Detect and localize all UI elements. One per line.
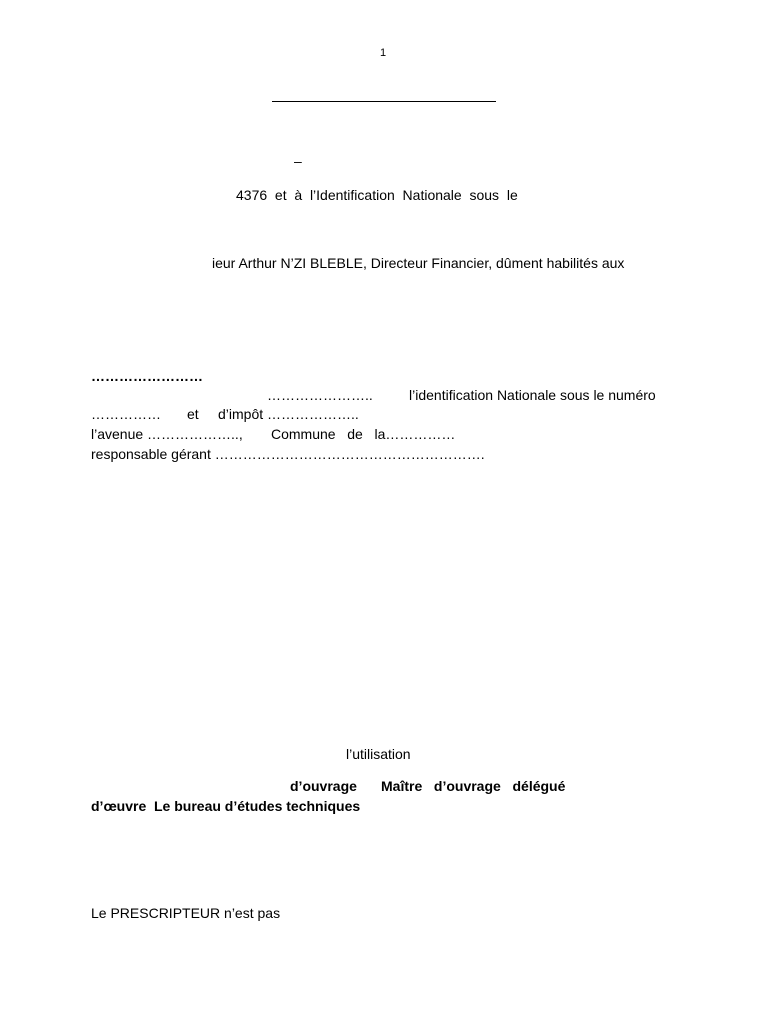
ouvrage-text: d’ouvrage	[290, 778, 357, 794]
signatory-line: ieur Arthur N’ZI BLEBLE, Directeur Financier, dûment habilités aux	[212, 255, 625, 271]
dash-mark: –	[294, 153, 302, 169]
commune-text: Commune de la……………	[271, 426, 456, 442]
page-number: 1	[380, 47, 387, 59]
maitre-ouvrage-delegue-text: Maître d’ouvrage délégué	[381, 778, 566, 794]
identification-dots: …………………..	[267, 387, 373, 403]
party-name-placeholder: ……………………	[91, 368, 203, 384]
title-underline	[272, 101, 496, 102]
oeuvre-bureau-line: d’œuvre Le bureau d’études techniques	[91, 798, 361, 814]
tax-dots: ……………	[91, 406, 161, 422]
utilisation-text: l’utilisation	[346, 746, 411, 762]
tax-et: et	[187, 406, 199, 422]
tax-text: d’impôt ………………..	[218, 406, 359, 422]
manager-line: responsable gérant ………………………………………………….	[91, 446, 485, 462]
prescripteur-line: Le PRESCRIPTEUR n’est pas	[91, 905, 281, 921]
registration-line: 4376 et à l’Identification Nationale sous le	[236, 187, 518, 203]
avenue-text: l’avenue ………………..,	[91, 426, 243, 442]
identification-text: l’identification Nationale sous le numéro	[409, 387, 656, 403]
